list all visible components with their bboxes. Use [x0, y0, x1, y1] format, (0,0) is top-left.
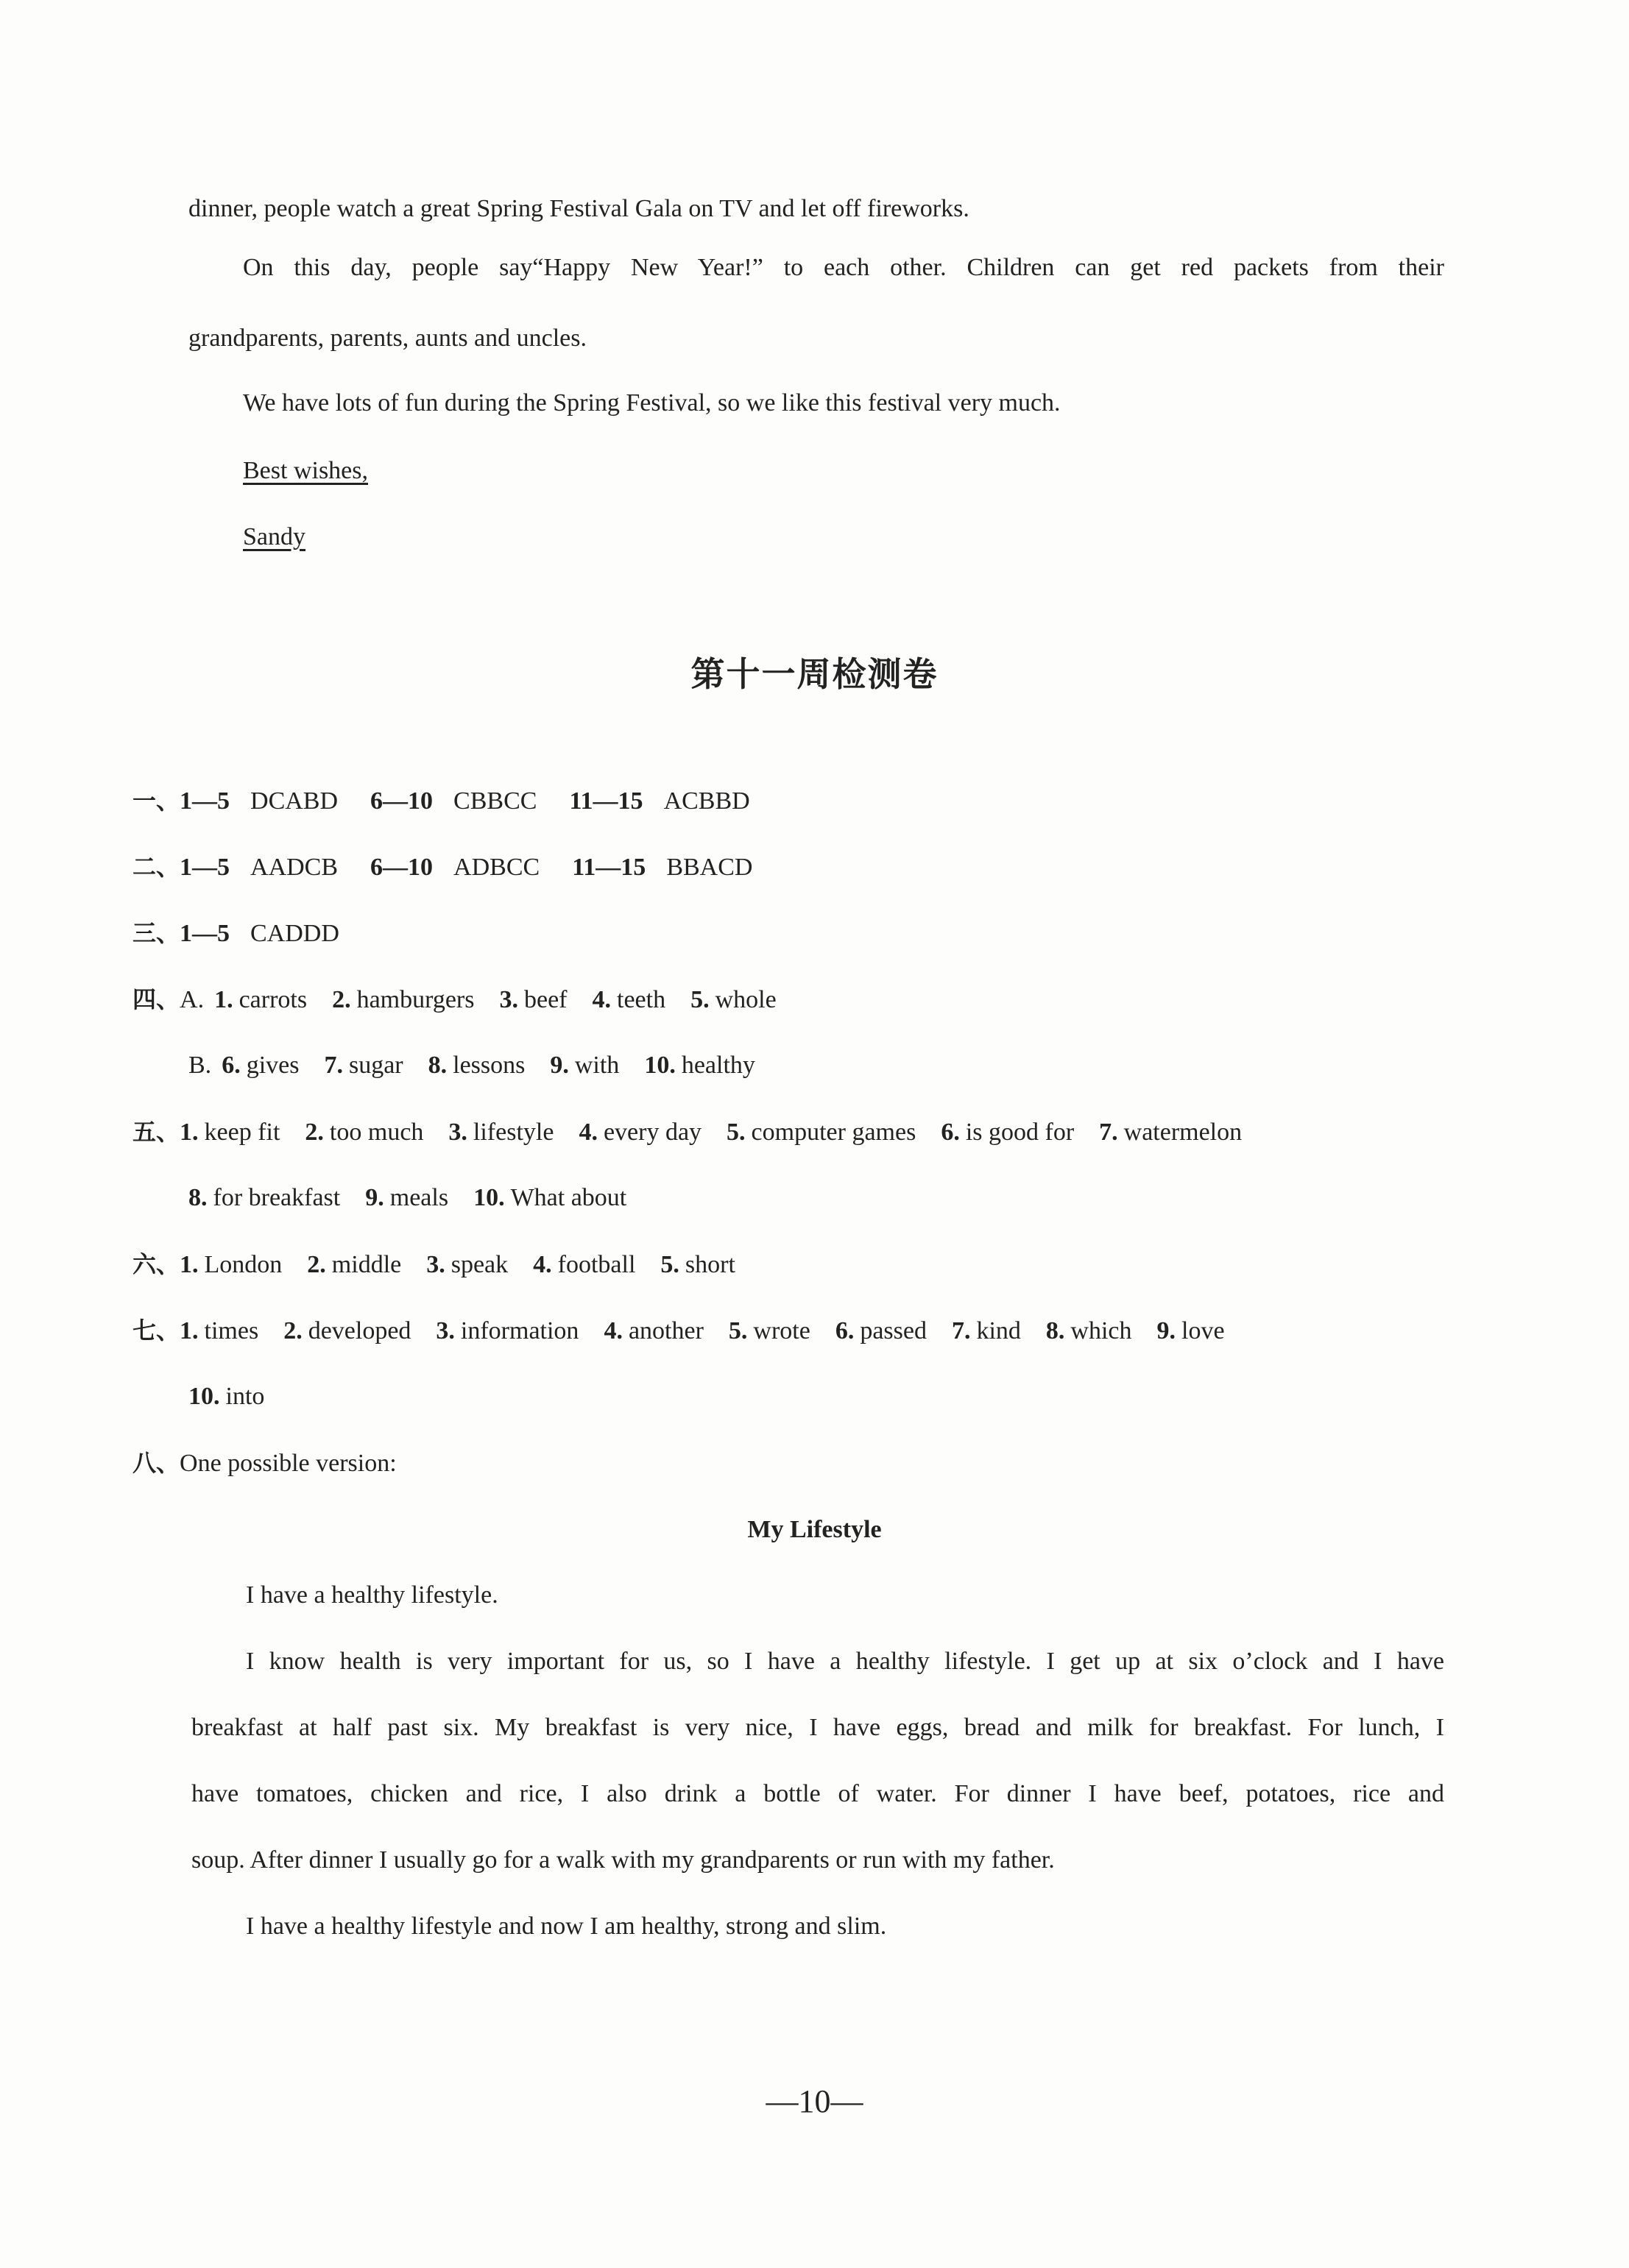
answer-item: teeth — [617, 986, 666, 1013]
letter-line-3: grandparents, parents, aunts and uncles. — [188, 325, 587, 352]
item-number: 9. — [550, 1052, 569, 1079]
answer-item: is good for — [965, 1119, 1075, 1146]
item-number: 5. — [728, 1317, 748, 1344]
answer-section-2 — [132, 852, 785, 882]
part-label: B. — [188, 1052, 212, 1079]
section-label: 四、 — [132, 985, 180, 1013]
item-number: 9. — [1156, 1317, 1176, 1344]
item-number: 1. — [180, 1251, 199, 1278]
essay-title: My Lifestyle — [747, 1516, 882, 1543]
answer-item: keep fit — [204, 1119, 280, 1146]
answer-section-4a — [132, 985, 802, 1015]
item-number: 7. — [951, 1317, 971, 1344]
letter-signature: Sandy — [243, 523, 305, 550]
letter-line-2: On this day, people say“Happy New Year!” to each other. Children can get red packets from their — [243, 254, 1444, 281]
answer-value: BBACD — [666, 854, 753, 881]
letter-closing: Best wishes, — [243, 457, 368, 484]
answer-item: football — [557, 1251, 636, 1278]
answer-item: short — [685, 1251, 735, 1278]
answer-item: lessons — [453, 1052, 526, 1079]
range: 1—5 — [180, 854, 230, 881]
answer-item: with — [574, 1052, 620, 1079]
letter-line-1: dinner, people watch a great Spring Festival Gala on TV and let off fireworks. — [188, 195, 969, 222]
answer-item: into — [225, 1383, 265, 1410]
part-label: A. — [180, 986, 205, 1013]
essay-paragraph-2-line-4: soup. After dinner I usually go for a walk with my grandparents or run with my father. — [191, 1846, 1055, 1874]
answer-item: middle — [331, 1251, 402, 1278]
letter-line-4: We have lots of fun during the Spring Festival, so we like this festival very much. — [243, 389, 1061, 417]
item-number: 7. — [324, 1052, 343, 1079]
essay-paragraph-2-line-2: breakfast at half past six. My breakfast is very nice, I have eggs, bread and milk for breakfast. For lunch, I — [191, 1714, 1444, 1741]
section-label: 一、 — [132, 787, 180, 815]
answer-item: computer games — [751, 1119, 916, 1146]
page-number: —10— — [766, 2083, 863, 2119]
item-number: 10. — [188, 1383, 220, 1410]
range: 11—15 — [572, 854, 646, 881]
answer-intro: One possible version: — [180, 1450, 397, 1477]
section-label: 三、 — [132, 919, 180, 947]
answer-item: too much — [329, 1119, 424, 1146]
item-number: 1. — [214, 986, 233, 1013]
section-label: 八、 — [132, 1449, 180, 1477]
item-number: 10. — [644, 1052, 676, 1079]
answer-section-7-row2 — [188, 1382, 289, 1411]
section-title: 第十一周检测卷 — [690, 654, 939, 694]
answer-item: information — [460, 1317, 579, 1344]
section-label: 七、 — [132, 1316, 180, 1344]
item-number: 8. — [1045, 1317, 1065, 1344]
answer-item: times — [204, 1317, 259, 1344]
item-number: 2. — [332, 986, 351, 1013]
item-number: 2. — [305, 1119, 324, 1146]
answer-value: CADDD — [250, 920, 339, 947]
answer-item: whole — [715, 986, 777, 1013]
range: 1—5 — [180, 787, 230, 815]
answer-item: carrots — [238, 986, 308, 1013]
answer-value: AADCB — [250, 854, 339, 881]
answer-item: kind — [976, 1317, 1021, 1344]
answer-section-3 — [132, 918, 372, 949]
answer-item: every day — [603, 1119, 702, 1146]
item-number: 7. — [1099, 1119, 1118, 1146]
item-number: 3. — [499, 986, 518, 1013]
answer-section-4b — [188, 1051, 780, 1080]
section-label: 二、 — [132, 853, 180, 881]
item-number: 1. — [180, 1119, 199, 1146]
answer-section-7-row1 — [132, 1316, 1250, 1346]
essay-paragraph-1: I have a healthy lifestyle. — [246, 1581, 498, 1609]
answer-item: healthy — [681, 1052, 755, 1079]
answer-item: hamburgers — [356, 986, 475, 1013]
item-number: 6. — [835, 1317, 855, 1344]
item-number: 2. — [307, 1251, 326, 1278]
item-number: 9. — [365, 1184, 384, 1211]
answer-item: What about — [510, 1184, 627, 1211]
item-number: 3. — [448, 1119, 467, 1146]
essay-paragraph-3: I have a healthy lifestyle and now I am healthy, strong and slim. — [246, 1913, 887, 1940]
item-number: 4. — [533, 1251, 552, 1278]
answer-item: which — [1070, 1317, 1132, 1344]
section-label: 五、 — [132, 1118, 180, 1146]
answer-item: London — [204, 1251, 283, 1278]
range: 6—10 — [370, 787, 434, 815]
item-number: 4. — [592, 986, 611, 1013]
answer-item: speak — [450, 1251, 509, 1278]
answer-item: love — [1181, 1317, 1225, 1344]
answer-value: ADBCC — [453, 854, 540, 881]
range: 1—5 — [180, 920, 230, 947]
item-number: 4. — [604, 1317, 623, 1344]
answer-item: watermelon — [1123, 1119, 1243, 1146]
answer-item: meals — [389, 1184, 449, 1211]
section-label: 六、 — [132, 1250, 180, 1278]
answer-section-6 — [132, 1250, 760, 1280]
answer-value: CBBCC — [453, 787, 537, 815]
item-number: 2. — [283, 1317, 303, 1344]
item-number: 3. — [426, 1251, 445, 1278]
item-number: 1. — [180, 1317, 199, 1344]
answer-item: sugar — [348, 1052, 403, 1079]
item-number: 6. — [941, 1119, 960, 1146]
item-number: 8. — [188, 1184, 208, 1211]
item-number: 5. — [727, 1119, 746, 1146]
answer-item: beef — [523, 986, 568, 1013]
range: 6—10 — [370, 854, 434, 881]
answer-item: wrote — [753, 1317, 810, 1344]
answer-item: developed — [308, 1317, 411, 1344]
range: 11—15 — [569, 787, 643, 815]
answer-section-5-row1 — [132, 1117, 1267, 1147]
answer-item: gives — [246, 1052, 300, 1079]
answer-item: another — [628, 1317, 704, 1344]
answer-section-8 — [132, 1448, 397, 1478]
answer-section-5-row2 — [188, 1183, 651, 1213]
answer-value: DCABD — [250, 787, 339, 815]
essay-paragraph-2-line-1: I know health is very important for us, so I have a healthy lifestyle. I get up at six o’clock and I have — [246, 1648, 1444, 1675]
answer-item: lifestyle — [473, 1119, 554, 1146]
answer-item: passed — [860, 1317, 927, 1344]
answer-value: ACBBD — [663, 787, 750, 815]
answer-section-1 — [132, 786, 782, 816]
essay-paragraph-2-line-3: have tomatoes, chicken and rice, I also drink a bottle of water. For dinner I have beef, potatoes, rice and — [191, 1780, 1444, 1807]
item-number: 6. — [222, 1052, 241, 1079]
item-number: 5. — [690, 986, 710, 1013]
item-number: 5. — [660, 1251, 679, 1278]
item-number: 3. — [436, 1317, 455, 1344]
item-number: 4. — [579, 1119, 598, 1146]
item-number: 10. — [473, 1184, 505, 1211]
answer-item: for breakfast — [213, 1184, 341, 1211]
item-number: 8. — [428, 1052, 448, 1079]
